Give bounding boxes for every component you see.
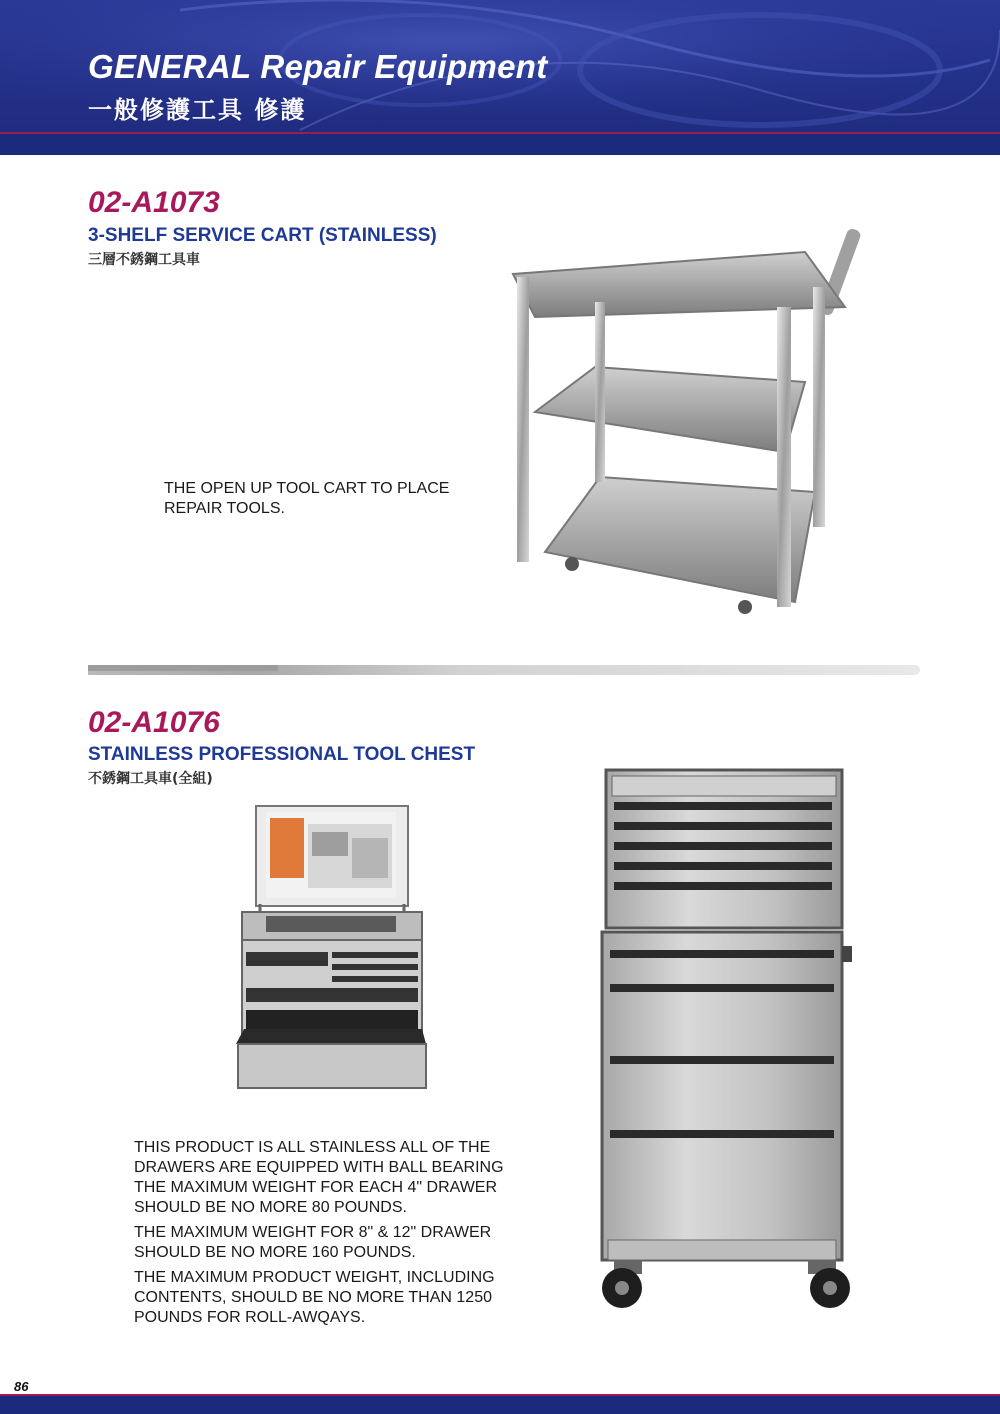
product-code: 02-A1076	[88, 706, 220, 739]
description-line: SHOULD BE NO MORE 80 POUNDS.	[134, 1199, 407, 1216]
header-subtitle: 一般修護工具 修護	[88, 96, 307, 124]
description-line: THE MAXIMUM WEIGHT FOR 8" & 12" DRAWER	[134, 1224, 492, 1241]
description-line: POUNDS FOR ROLL-AWQAYS.	[134, 1309, 366, 1326]
product-name-chinese: 三層不銹鋼工具車	[88, 252, 200, 268]
description-line: DRAWERS ARE EQUIPPED WITH BALL BEARING	[134, 1159, 504, 1176]
page-header	[0, 0, 1000, 155]
product-description	[164, 479, 449, 519]
page-number: 86	[14, 1379, 29, 1394]
product-description	[134, 1138, 504, 1328]
open-tool-chest-image	[236, 804, 428, 1094]
product-name: STAINLESS PROFESSIONAL TOOL CHEST	[88, 744, 476, 765]
service-cart-image	[505, 222, 885, 617]
product-name-chinese: 不銹鋼工具車(全組)	[88, 771, 213, 787]
description-line: THIS PRODUCT IS ALL STAINLESS ALL OF THE	[134, 1139, 491, 1156]
description-line: CONTENTS, SHOULD BE NO MORE THAN 1250	[134, 1289, 492, 1306]
description-line: SHOULD BE NO MORE 160 POUNDS.	[134, 1244, 416, 1261]
header-base-band	[0, 134, 1000, 155]
description-line: THE MAXIMUM WEIGHT FOR EACH 4" DRAWER	[134, 1179, 498, 1196]
product-name: 3-SHELF SERVICE CART (STAINLESS)	[88, 225, 437, 246]
product-code: 02-A1073	[88, 186, 220, 219]
footer-band	[0, 1396, 1000, 1414]
description-line: THE OPEN UP TOOL CART TO PLACE	[164, 480, 450, 497]
tool-chest-cabinet-image	[596, 766, 858, 1314]
section-divider-cap	[88, 665, 278, 671]
description-line: REPAIR TOOLS.	[164, 500, 285, 517]
header-title: GENERAL Repair Equipment	[88, 48, 548, 85]
description-line: THE MAXIMUM PRODUCT WEIGHT, INCLUDING	[134, 1269, 495, 1286]
